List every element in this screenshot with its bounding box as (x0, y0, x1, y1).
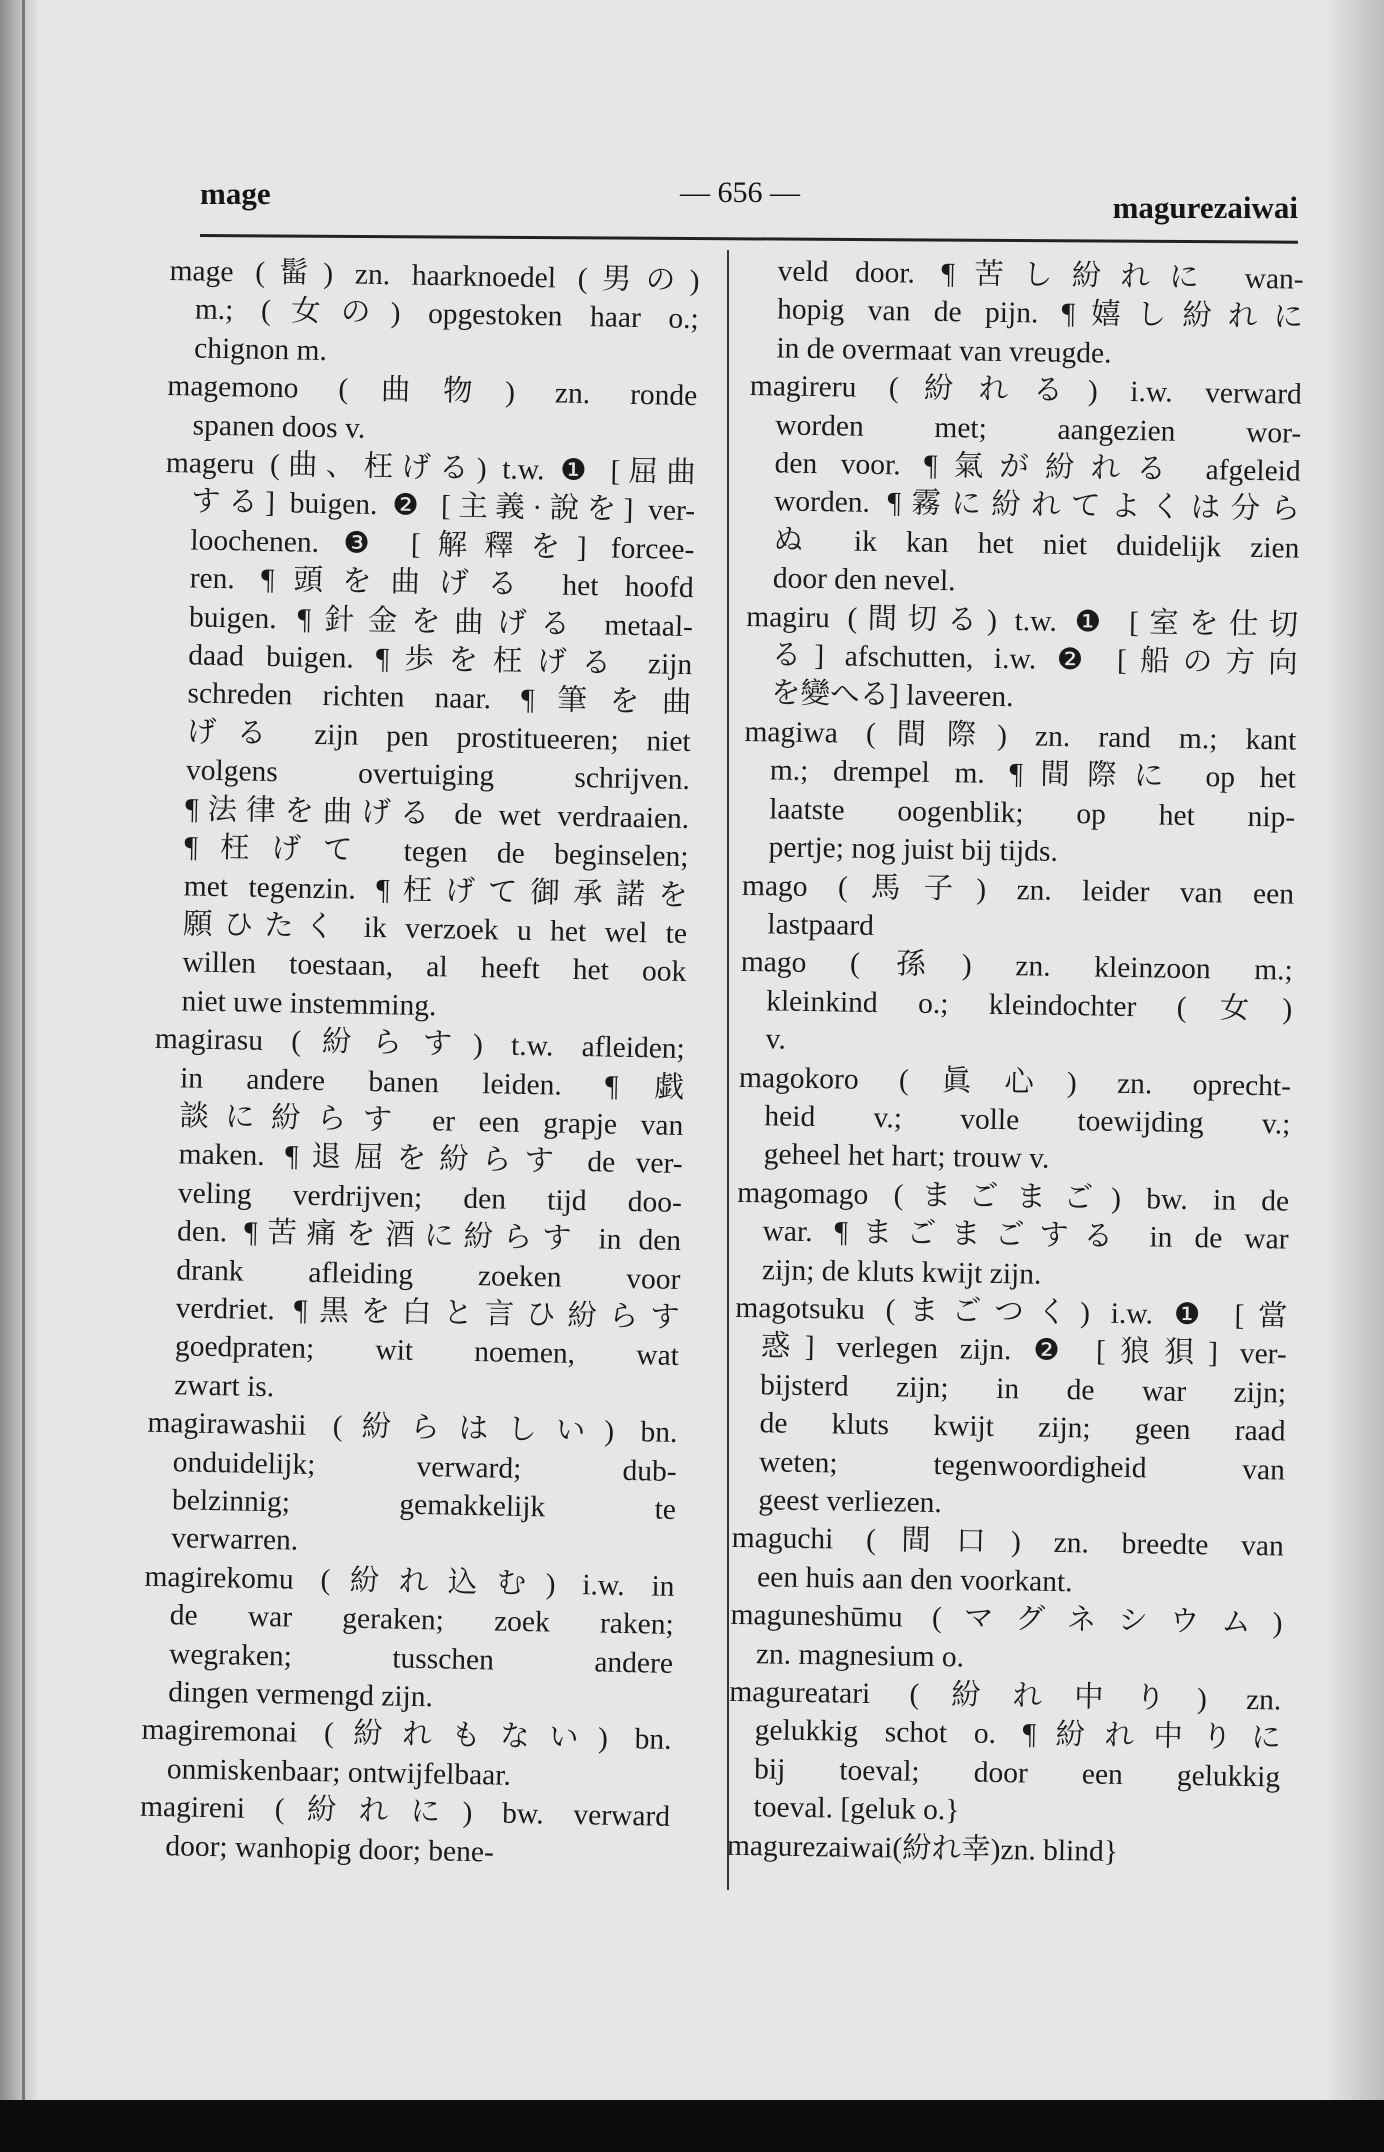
text-line: magiru (間切る) t.w. ❶ [室を仕切 (746, 600, 1299, 642)
text-line: m.; (女の) opgestoken haar o.; (194, 293, 700, 336)
text-line: magotsuku (まごつく) i.w. ❶ [當 (735, 1291, 1288, 1333)
text-line: willen toestaan, al heeft het ook (182, 946, 687, 989)
text-line: magokoro (眞心) zn. oprecht- (738, 1061, 1292, 1103)
text-line: daad buigen. ¶歩を枉げる zijn (187, 639, 693, 682)
text-line: heid v.; volle toewijding v.; (764, 1100, 1291, 1141)
text-line: ¶法律を曲げる de wet verdraaien. (185, 793, 690, 835)
text-line: magureatari (紛れ中り) zn. (729, 1675, 1282, 1717)
text-line: loochenen. ❸ [解釋を] forcee- (190, 524, 695, 566)
text-line: door; wanhopig door; bene- (165, 1829, 495, 1869)
text-line: buigen. ¶針金を曲げる metaal- (188, 601, 694, 643)
column-divider (727, 250, 729, 1890)
text-line: war. ¶まごまごする in de war (762, 1215, 1289, 1256)
text-line: de kluts kwijt zijn; geen raad (759, 1407, 1286, 1448)
page-number: — 656 — (680, 176, 800, 209)
guide-word-right: magurezaiwai (1112, 190, 1298, 225)
text-line: een huis aan den voorkant. (756, 1561, 1073, 1599)
text-line: ¶枉げて tegen de beginselen; (184, 831, 689, 874)
text-line: を變へる] laveeren. (770, 677, 1014, 714)
text-line: magurezaiwai(紛れ幸)zn. blind} (726, 1829, 1119, 1868)
text-line: chignon m. (193, 332, 328, 367)
text-line: げる zijn pen prostitueeren; niet (186, 716, 691, 758)
text-line: spanen doos v. (192, 409, 366, 445)
text-line: drank afleiding zoeken voor (176, 1253, 681, 1296)
text-line: bijsterd zijn; in de war zijn; (759, 1369, 1287, 1410)
text-line: ren. ¶頭を曲げる het hoofd (189, 562, 694, 605)
text-line: 願ひたく ik verzoek u het wel te (182, 908, 688, 950)
text-line: mage (髷) zn. haarknoedel (男の) (169, 254, 700, 298)
text-line: ぬ ik kan het niet duidelijk zien (773, 524, 1300, 565)
text-line: de war geraken; zoek raken; (169, 1599, 675, 1642)
text-line: door den nevel. (772, 562, 956, 598)
text-line: mago (孫) zn. kleinzoon m.; (740, 946, 1294, 987)
text-line: geheel het hart; trouw v. (763, 1138, 1050, 1176)
text-line: belzinnig; gemakkelijk te (171, 1484, 677, 1526)
text-line: magiremonai (紛れもない) bn. (141, 1714, 672, 1757)
text-line: magirasu (紛らす) t.w. afleiden; (154, 1022, 686, 1066)
text-line: gelukkig schot o. ¶紛れ中りに (754, 1714, 1281, 1755)
text-line: m.; drempel m. ¶間際に op het (769, 754, 1297, 795)
text-line: niet uwe instemming. (181, 985, 437, 1022)
text-line: maguchi (間口) zn. breedte van (731, 1522, 1284, 1563)
text-line: zn. magnesium o. (755, 1637, 965, 1674)
text-line: mago (馬子) zn. leider van een (741, 869, 1295, 911)
text-line: volgens overtuiging schrijven. (185, 754, 691, 797)
text-line: magireni (紛れに) bw. verward (139, 1790, 671, 1834)
text-line: onduidelijk; verward; dub- (172, 1445, 677, 1488)
text-line: pertje; nog juist bij tijds. (768, 831, 1059, 868)
text-line: verdriet. ¶黒を白と言ひ紛らす (175, 1292, 680, 1334)
text-line: kleinkind o.; kleindochter (女) (765, 985, 1293, 1026)
text-line: met tegenzin. ¶枉げて御承諾を (183, 869, 689, 912)
text-line: in andere banen leiden. ¶戯 (179, 1061, 685, 1104)
text-line: veling verdrijven; den tijd doo- (177, 1177, 683, 1219)
text-line: goedpraten; wit noemen, wat (174, 1330, 680, 1373)
text-line: veld door. ¶苦し紛れに wan- (777, 255, 1304, 296)
text-line: zwart is. (173, 1369, 275, 1403)
text-line: schreden richten naar. ¶筆を曲 (187, 677, 692, 720)
text-line: magirawashii (紛らはしい) bn. (147, 1406, 678, 1450)
text-line: weten; tegenwoordigheid van (758, 1445, 1286, 1487)
text-line: zijn; de kluts kwijt zijn. (761, 1253, 1042, 1291)
text-line: る] afschutten, i.w. ❷ [船の方向 (771, 639, 1298, 680)
text-line: in de overmaat van vreugde. (776, 332, 1112, 370)
text-line: dingen vermengd zijn. (168, 1676, 434, 1714)
book-spine-shadow (22, 0, 25, 2100)
text-line: geest verliezen. (758, 1484, 943, 1520)
text-line: v. (765, 1023, 787, 1056)
right-column (727, 252, 1304, 1874)
text-line: den voor. ¶氣が紛れる afgeleid (774, 447, 1301, 488)
text-line: hopig van de pijn. ¶嬉し紛れに (776, 293, 1304, 335)
text-line: worden. ¶霧に紛れてよくは分ら (773, 485, 1301, 527)
text-line: する] buigen. ❷ [主義·說を] ver- (190, 485, 696, 528)
guide-word-left: mage (200, 176, 271, 211)
text-line: laatste oogenblik; op het nip- (769, 793, 1296, 834)
text-line: den. ¶苦痛を酒に紛らす in den (176, 1215, 682, 1258)
text-line: 談に紛らす er een grapje van (179, 1100, 684, 1142)
text-line: toeval. [geluk o.} (753, 1791, 960, 1827)
left-column (139, 252, 700, 1875)
text-line: bij toeval; door een gelukkig (753, 1753, 1281, 1794)
page-header (200, 168, 1298, 238)
text-line: magirekomu (紛れ込む) i.w. in (144, 1560, 675, 1603)
text-line: magireru (紛れる) i.w. verward (749, 370, 1303, 411)
text-line: worden met; aangezien wor- (775, 409, 1302, 450)
text-line: verwarren. (170, 1522, 299, 1558)
text-line: magemono (曲物) zn. ronde (167, 370, 698, 413)
text-line: maguneshūmu (マグネシウム) (730, 1599, 1283, 1640)
text-line: mageru (曲、枉げる) t.w. ❶ [屈曲 (165, 446, 697, 490)
text-line: magomago (まごまご) bw. in de (736, 1176, 1290, 1218)
text-line: maken. ¶退屈を紛らす de ver- (178, 1138, 683, 1181)
text-line: lastpaard (767, 908, 875, 942)
text-line: magiwa (間際) zn. rand m.; kant (744, 715, 1297, 757)
text-line: 惑] verlegen zijn. ❷ [狼狽] ver- (760, 1330, 1287, 1371)
text-line: onmiskenbaar; ontwijfelbaar. (166, 1753, 512, 1792)
text-line: wegraken; tusschen andere (168, 1637, 674, 1680)
